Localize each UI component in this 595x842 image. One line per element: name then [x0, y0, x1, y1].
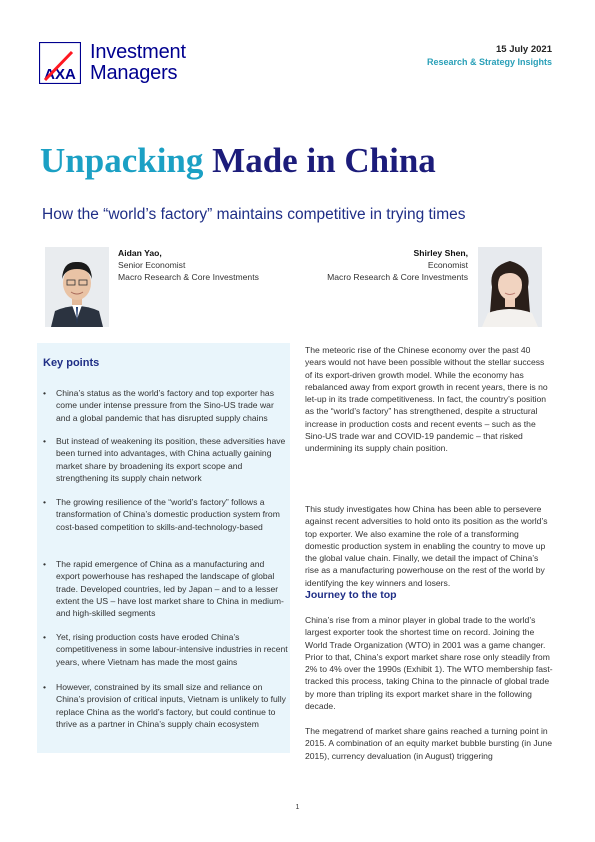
body-paragraph-1: The meteoric rise of the Chinese economy over the past 40 years would not have been possible without the stellar success of its export-driven growth model. While the economy has rebalanced away from export growth in recent years, there is no let-up in its trade competitiveness. In fact, the country’s position as the “world’s factory” has strengthened, despite a structural increase in production costs and recent events – such as the Sino-US trade war and COVID-19 pandemic – that risked undermining its supply chain position. [305, 345, 548, 454]
publication-date: 15 July 2021 [496, 44, 552, 55]
author-role: Senior Economist [118, 260, 186, 270]
title-part-1: Unpacking [40, 141, 204, 180]
page-subtitle: How the “world’s factory” maintains competitive in trying times [42, 206, 466, 223]
author-name: Shirley Shen, [413, 248, 468, 258]
key-points-box [37, 343, 290, 753]
author-photo-shirley [478, 247, 542, 327]
key-point: • The rapid emergence of China as a manufacturing and export powerhouse has reshaped the landscape of global trade. Developed countries, led by Japan – and to a lesser extent the US – have lost market share to China in medium-and high-skilled segments [56, 558, 288, 619]
svg-text:AXA: AXA [44, 66, 76, 83]
key-points-heading: Key points [43, 357, 100, 369]
key-point: • However, constrained by its small size and reliance on China’s provision of critical inputs, Vietnam is unlikely to fully replace China as the world’s factory, but could continue to thrive as a partner in China’s supply chain ecosystem [56, 681, 288, 730]
author-aidan [118, 247, 259, 283]
key-point: • China’s status as the world’s factory and top exporter has come under intense pressure from the Sino-US trade war and a global pandemic that has disrupted supply chains [56, 387, 288, 424]
author-team: Macro Research & Core Investments [327, 272, 468, 282]
series-name: Research & Strategy Insights [426, 57, 552, 67]
brand-line-2: Managers [90, 62, 178, 84]
axa-logo [39, 42, 81, 84]
key-point: • Yet, rising production costs have eroded China’s competitiveness in some labour-intensive industries in recent years, where Vietnam has made the most gains [56, 631, 288, 668]
section-heading: Journey to the top [305, 589, 397, 601]
page-number: 1 [295, 804, 300, 811]
author-name: Aidan Yao, [118, 248, 162, 258]
body-paragraph-4: The megatrend of market share gains reached a turning point in 2015. A combination of an equity market bubble bursting (in June 2015), currency devaluation (in August) triggering [305, 726, 552, 761]
body-paragraph-2: This study investigates how China has been able to persevere against recent adversities to hold onto its position as the world’s top exporter. We also examine the role of a transforming domestic production system in enabling the country to move up the global value chain. Finally, we detail the impact of China’s rise as a manufacturing powerhouse on the rest of the world by identifying the key winners and losers. [305, 504, 548, 588]
author-role: Economist [427, 260, 468, 270]
body-paragraph-3: China’s rise from a minor player in global trade to the world’s largest exporter took the shortest time on record. Joining the World Trade Organization (WTO) in 2001 was a game changer. Prior to that, China’s export market share rose only steadily from 2% to 4% over the 1990s (Exhibit 1). The WTO membership fast-tracked this process, taking China to the pinnacle of global trade by more than tripling its export market share in the following decade. [305, 615, 553, 712]
page-title [40, 141, 436, 181]
title-part-2: Made in China [212, 141, 436, 180]
brand-line-1: Investment [90, 41, 186, 63]
author-team: Macro Research & Core Investments [118, 272, 259, 282]
author-shirley [327, 247, 468, 283]
author-photo-aidan [45, 247, 109, 327]
brand-name [90, 42, 186, 84]
key-point: • But instead of weakening its position, these adversities have been turned into advantages, with China actually gaining market share by broadening its export scope and strengthening its supply chain network [56, 435, 288, 484]
key-point: • The growing resilience of the “world’s factory” follows a transformation of China’s domestic production system from cost-based competition to skills-and-technology-based [56, 496, 288, 533]
